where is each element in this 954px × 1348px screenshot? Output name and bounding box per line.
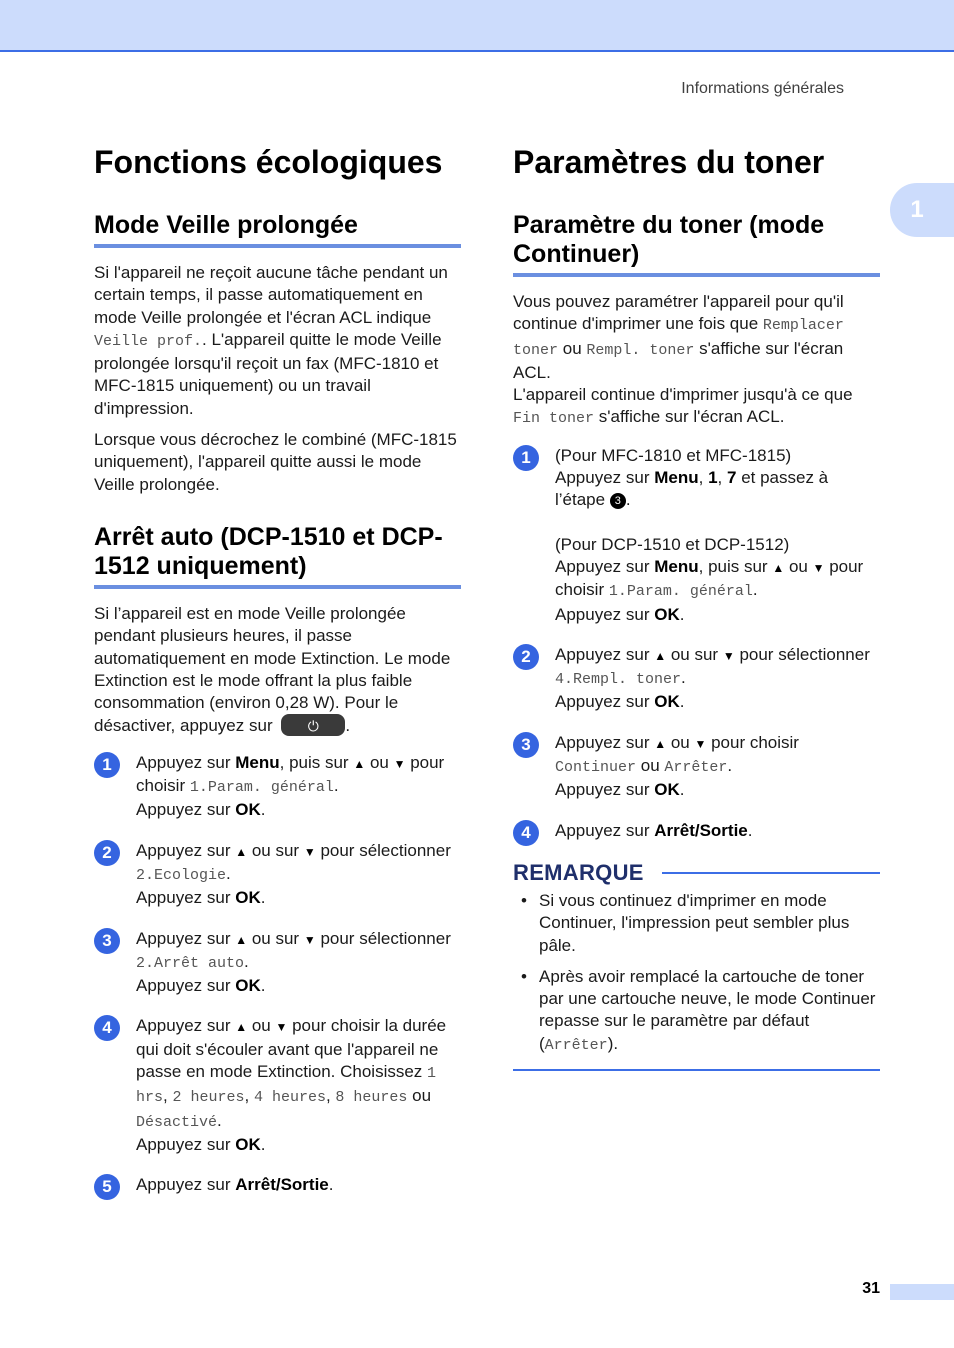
up-arrow-icon: ▲ (654, 736, 667, 751)
step-number: 3 (513, 732, 539, 758)
page-number: 31 (862, 1280, 880, 1297)
down-arrow-icon: ▼ (303, 932, 316, 947)
step-number: 4 (513, 820, 539, 846)
step-number: 5 (94, 1174, 120, 1200)
down-arrow-icon: ▼ (812, 560, 825, 575)
heading-sleep-mode: Mode Veille prolongée (94, 211, 461, 248)
sleep-paragraph-1: Si l'appareil ne reçoit aucune tâche pendant un certain temps, il passe automatiquement en mode Veille prolongée et l'écran ACL indique Veille prof.. L'appareil quitte le mode Veille prolongée lorsqu'il reçoit un fax (MFC-1810 et MFC-1815 uniquement) ou un travail d'impression. (94, 263, 448, 418)
up-arrow-icon: ▲ (235, 932, 248, 947)
step-number: 1 (94, 752, 120, 778)
up-arrow-icon: ▲ (353, 756, 366, 771)
step-number: 1 (513, 445, 539, 471)
page-title-eco: Fonctions écologiques (94, 144, 443, 180)
right-column (513, 140, 880, 1071)
sleep-paragraph-2: Lorsque vous décrochez le combiné (MFC-1815 uniquement), l'appareil quitte aussi le mode Veille prolongée. (94, 430, 457, 494)
power-button-icon: ⏻ (281, 714, 345, 736)
down-arrow-icon: ▼ (694, 736, 707, 751)
list-item: 4 Appuyez sur Arrêt/Sortie. (513, 820, 880, 842)
list-item: 5 Appuyez sur Arrêt/Sortie. (94, 1174, 461, 1196)
list-item: 3 Appuyez sur ▲ ou ▼ pour choisir Continuer ou Arrêter. Appuyez sur OK. (513, 732, 880, 802)
chapter-tab (890, 183, 954, 237)
list-item: • Après avoir remplacé la cartouche de toner par une cartouche neuve, le mode Continuer repasse sur le paramètre par défaut (Arrêter). (513, 966, 880, 1057)
remark-title: REMARQUE (513, 859, 644, 885)
list-item: 1 (Pour MFC-1810 et MFC-1815) Appuyez sur Menu, 1, 7 et passez à l’étape 3 . (Pour DCP-1510 et DCP-1512) Appuyez sur Menu, puis sur ▲ ou ▼ pour choisir 1.Param. général. Appuyez sur OK. (513, 445, 880, 626)
heading-auto-off: Arrêt auto (DCP-1510 et DCP-1512 uniquement) (94, 523, 461, 589)
list-item: • Si vous continuez d'imprimer en mode Continuer, l'impression peut sembler plus pâle. (513, 890, 880, 957)
left-column (94, 140, 461, 1197)
list-item: 4 Appuyez sur ▲ ou ▼ pour choisir la durée qui doit s'écouler avant que l'appareil ne passe en mode Extinction. Choisissez 1 hrs, 2 heures, 4 heures, 8 heures ou Désactivé. Appuyez sur OK. (94, 1015, 461, 1156)
toner-paragraph-1: Vous pouvez paramétrer l'appareil pour qu'il continue d'imprimer une fois que Remplacer toner ou Rempl. toner s'affiche sur l'écran ACL. L'appareil continue d'imprimer jusqu'à ce que Fin toner s'affiche sur l'écran ACL. (513, 292, 853, 428)
list-item: 2 Appuyez sur ▲ ou sur ▼ pour sélectionner 2.Ecologie. Appuyez sur OK. (94, 840, 461, 910)
down-arrow-icon: ▼ (275, 1020, 288, 1035)
remark-list (513, 890, 880, 1057)
list-item: 3 Appuyez sur ▲ ou sur ▼ pour sélectionner 2.Arrêt auto. Appuyez sur OK. (94, 928, 461, 998)
remark-divider (662, 872, 880, 874)
step-reference-icon: 3 (610, 493, 626, 509)
heading-toner-setting: Paramètre du toner (mode Continuer) (513, 211, 880, 277)
step-number: 2 (513, 644, 539, 670)
auto-off-intro: Si l’appareil est en mode Veille prolongée pendant plusieurs heures, il passe automatiquement en mode Extinction. Le mode Extinction est le mode offrant la plus faible consommation (environ 0,28 W). Pour le désactiver, appuyez sur ⏻ . (94, 603, 451, 736)
remark-bottom-divider (513, 1069, 880, 1071)
auto-off-steps (94, 752, 461, 1197)
page-title-toner: Paramètres du toner (513, 144, 825, 180)
chapter-number: 1 (910, 196, 924, 223)
up-arrow-icon: ▲ (235, 1020, 248, 1035)
list-item: 2 Appuyez sur ▲ ou sur ▼ pour sélectionner 4.Rempl. toner. Appuyez sur OK. (513, 644, 880, 714)
remark-box (513, 860, 880, 1071)
step-number: 2 (94, 840, 120, 866)
up-arrow-icon: ▲ (772, 560, 785, 575)
up-arrow-icon: ▲ (235, 844, 248, 859)
step-number: 3 (94, 928, 120, 954)
footer-band (890, 1284, 954, 1300)
down-arrow-icon: ▼ (722, 648, 735, 663)
up-arrow-icon: ▲ (654, 648, 667, 663)
list-item: 1 Appuyez sur Menu, puis sur ▲ ou ▼ pour choisir 1.Param. général. Appuyez sur OK. (94, 752, 461, 822)
step-number: 4 (94, 1015, 120, 1041)
down-arrow-icon: ▼ (303, 844, 316, 859)
toner-steps (513, 445, 880, 842)
running-header: Informations générales (681, 80, 844, 97)
top-band (0, 0, 954, 52)
down-arrow-icon: ▼ (393, 756, 406, 771)
